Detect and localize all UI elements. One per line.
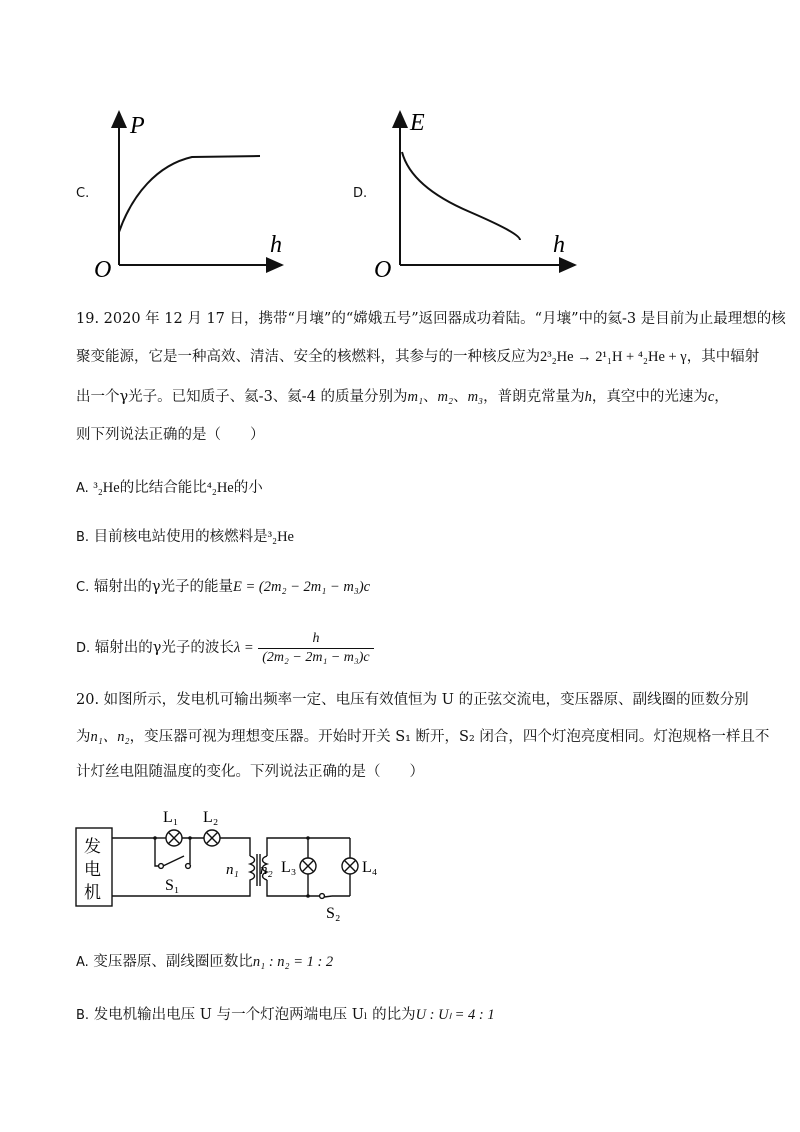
option-label: A. — [76, 481, 89, 496]
e-curve-1 — [402, 152, 520, 240]
q19-option-d[interactable] — [76, 628, 374, 669]
q19-line3d: ， — [714, 389, 729, 405]
circuit-diagram — [70, 800, 410, 930]
q20-line2 — [76, 727, 769, 747]
isotope-he3: ³₂He — [93, 480, 120, 496]
sep1: 、 — [423, 389, 438, 405]
q19-line4: 则下列说法正确的是（ ） — [76, 427, 265, 443]
q19-line2-text: 聚变能源，它是一种高效、清洁、安全的核燃料，其参与的一种核反应为 — [76, 349, 540, 365]
q19-line2 — [76, 347, 759, 367]
label-n2: n₂ — [260, 862, 273, 878]
x-axis-label: h — [553, 232, 565, 258]
q19-option-c[interactable] — [76, 577, 370, 598]
label-l4: L₄ — [362, 859, 378, 876]
sep2: 、 — [453, 389, 468, 405]
q19-reaction: 2³₂He → 2¹₁H + ⁴₂He + γ — [540, 349, 687, 365]
option-text: 目前核电站使用的核燃料是 — [93, 529, 268, 545]
mass-m1: m₁ — [407, 389, 424, 405]
label-s2: S₂ — [326, 905, 341, 922]
option-c-label: C. — [76, 186, 90, 201]
q19-option-a[interactable] — [76, 478, 263, 499]
lambda-symbol: λ = — [233, 640, 254, 656]
option-text: 辐射出的γ光子的波长 — [94, 640, 234, 656]
label-n1: n₁ — [226, 862, 239, 878]
q20-line2a: 为 — [76, 729, 91, 745]
light-speed-c: c — [707, 389, 715, 405]
q20-option-a[interactable] — [76, 952, 333, 973]
isotope-he3: ³₂He — [267, 529, 294, 545]
energy-formula: E = (2m₂ − 2m₁ − m₃)c — [233, 579, 371, 595]
label-s1: S₁ — [165, 877, 180, 894]
option-text-end: 的小 — [233, 480, 263, 496]
p-curve — [119, 156, 260, 232]
voltage-ratio-formula: U : Uₗ = 4 : 1 — [415, 1007, 495, 1023]
q19-line2-end: ，其中辐射 — [686, 349, 760, 365]
planck-h: h — [584, 389, 592, 405]
option-text: 发电机输出电压 U 与一个灯泡两端电压 Uₗ 的比为 — [93, 1007, 416, 1023]
q20-line3: 计灯丝电阻随温度的变化。下列说法正确的是（ ） — [76, 764, 424, 780]
mass-m3: m₃ — [467, 389, 484, 405]
q20-line1: 20. 如图所示，发电机可输出频率一定、电压有效值恒为 U 的正弦交流电，变压器原、副线圈的匝数分别 — [76, 692, 749, 708]
origin-label: O — [374, 257, 392, 280]
q19-option-b[interactable] — [76, 527, 294, 548]
label-l1: L₁ — [163, 809, 179, 826]
y-axis-label: P — [130, 113, 145, 139]
wavelength-fraction — [258, 630, 373, 667]
mass-m2: m₂ — [437, 389, 454, 405]
y-axis-label: E — [410, 110, 425, 136]
option-text: 变压器原、副线圈匝数比 — [93, 954, 253, 970]
x-axis-label: h — [270, 232, 282, 258]
generator-char-2: 电 — [84, 860, 101, 879]
q19-line1: 19. 2020 年 12 月 17 日，携带“月壤”的“嫦娥五号”返回器成功着陆。“月壤”中的氦-3 是目前为止最理想的核 — [76, 311, 786, 327]
option-text: 辐射出的γ光子的能量 — [93, 579, 233, 595]
option-label: C. — [76, 580, 90, 595]
q19-line3a: 出一个γ光子。已知质子、氦-3、氦-4 的质量分别为 — [76, 389, 408, 405]
q19-line3c: ，真空中的光速为 — [591, 389, 708, 405]
option-label: B. — [76, 530, 90, 545]
graph-c-p-vs-h — [92, 100, 292, 280]
option-text: 的比结合能比 — [119, 480, 207, 496]
option-label: D. — [76, 641, 91, 656]
label-l2: L₂ — [203, 809, 219, 826]
generator-char-1: 发 — [84, 837, 101, 856]
q19-line3 — [76, 387, 729, 407]
turns-n1-n2: n₁、n₂ — [90, 729, 130, 745]
generator-char-3: 机 — [84, 883, 101, 902]
fraction-denominator: (2m₂ − 2m₁ − m₃)c — [262, 649, 370, 665]
option-d-label: D. — [353, 186, 368, 201]
q19-line3b: ，普朗克常量为 — [483, 389, 585, 405]
graph-d-e-vs-h — [370, 100, 580, 280]
label-l3: L₃ — [281, 859, 297, 876]
option-label: B. — [76, 1008, 90, 1023]
origin-label: O — [94, 257, 112, 280]
turns-ratio-formula: n₁ : n₂ = 1 : 2 — [252, 954, 334, 970]
q20-line2b: ，变压器可视为理想变压器。开始时开关 S₁ 断开，S₂ 闭合，四个灯泡亮度相同。灯泡规格一样且不 — [129, 729, 770, 745]
isotope-he4: ⁴₂He — [206, 480, 234, 496]
q20-option-b[interactable] — [76, 1005, 495, 1026]
option-label: A. — [76, 955, 89, 970]
fraction-numerator: h — [258, 630, 373, 649]
